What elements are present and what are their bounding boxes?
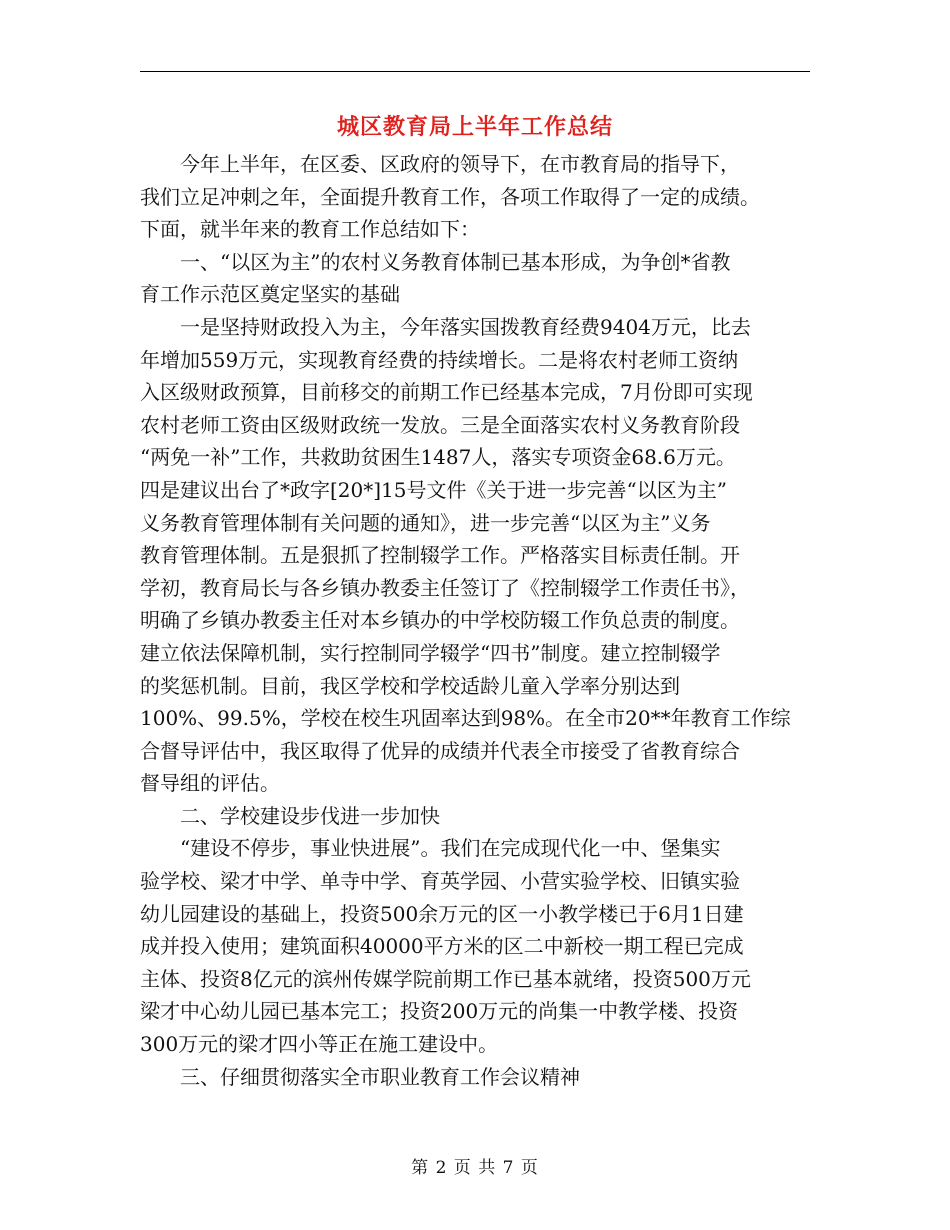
body-line: 的奖惩机制。目前，我区学校和学校适龄儿童入学率分别达到	[140, 673, 680, 698]
body-line: 教育管理体制。五是狠抓了控制辍学工作。严格落实目标责任制。开	[140, 543, 740, 568]
body-line: 明确了乡镇办教委主任对本乡镇办的中学校防辍工作负总责的制度。	[140, 608, 740, 633]
body-line: 入区级财政预算，目前移交的前期工作已经基本完成，7月份即可实现	[140, 380, 753, 405]
body-line: 梁才中心幼儿园已基本完工；投资200万元的尚集一中教学楼、投资	[140, 999, 739, 1024]
section-heading-3: 三、仔细贯彻落实全市职业教育工作会议精神	[180, 1064, 580, 1089]
page-number: 第 2 页 共 7 页	[411, 1158, 539, 1178]
body-line: 下面，就半年来的教育工作总结如下：	[140, 217, 480, 242]
body-line: 建立依法保障机制，实行控制同学辍学“四书”制度。建立控制辍学	[140, 640, 721, 665]
header-rule	[140, 71, 810, 72]
body-line: 农村老师工资由区级财政统一发放。三是全面落实农村义务教育阶段	[140, 412, 740, 437]
body-line: 一是坚持财政投入为主，今年落实国拨教育经费9404万元，比去	[180, 314, 751, 339]
document-body	[140, 148, 810, 1093]
body-line: 合督导评估中，我区取得了优异的成绩并代表全市接受了省教育综合	[140, 738, 740, 763]
body-line: 学初，教育局长与各乡镇办教委主任签订了《控制辍学工作责任书》，	[140, 575, 750, 600]
document-title: 城区教育局上半年工作总结	[336, 115, 613, 140]
body-line: 成并投入使用；建筑面积40000平方米的区二中新校一期工程已完成	[140, 934, 744, 959]
section-heading-1: 一、“以区为主”的农村义务教育体制已基本形成，为争创*省教	[180, 249, 731, 274]
body-line: 我们立足冲刺之年，全面提升教育工作，各项工作取得了一定的成绩。	[140, 184, 760, 209]
body-line: 验学校、梁才中学、单寺中学、育英学园、小营实验学校、旧镇实验	[140, 869, 740, 894]
body-line: “建设不停步，事业快进展”。我们在完成现代化一中、堡集实	[180, 836, 721, 861]
body-line: 四是建议出台了*政字[20*]15号文件《关于进一步完善“以区为主”	[140, 477, 727, 502]
body-line: “两免一补”工作，共救助贫困生1487人，落实专项资金68.6万元。	[140, 445, 736, 470]
body-line: 督导组的评估。	[140, 771, 280, 796]
body-line: 100%、99.5%，学校在校生巩固率达到98%。在全市20**年教育工作综	[140, 706, 791, 731]
body-line: 幼儿园建设的基础上，投资500余万元的区一小教学楼已于6月1日建	[140, 901, 744, 926]
body-line: 主体、投资8亿元的滨州传媒学院前期工作已基本就绪，投资500万元	[140, 966, 751, 991]
section-heading-2: 二、学校建设步伐进一步加快	[180, 803, 440, 828]
body-line: 育工作示范区奠定坚实的基础	[140, 282, 400, 307]
body-line: 年增加559万元，实现教育经费的持续增长。二是将农村老师工资纳	[140, 347, 739, 372]
body-line: 义务教育管理体制有关问题的通知》，进一步完善“以区为主”义务	[140, 510, 711, 535]
body-line: 300万元的梁才四小等正在施工建设中。	[140, 1032, 499, 1057]
body-line: 今年上半年，在区委、区政府的领导下，在市教育局的指导下，	[180, 152, 740, 176]
